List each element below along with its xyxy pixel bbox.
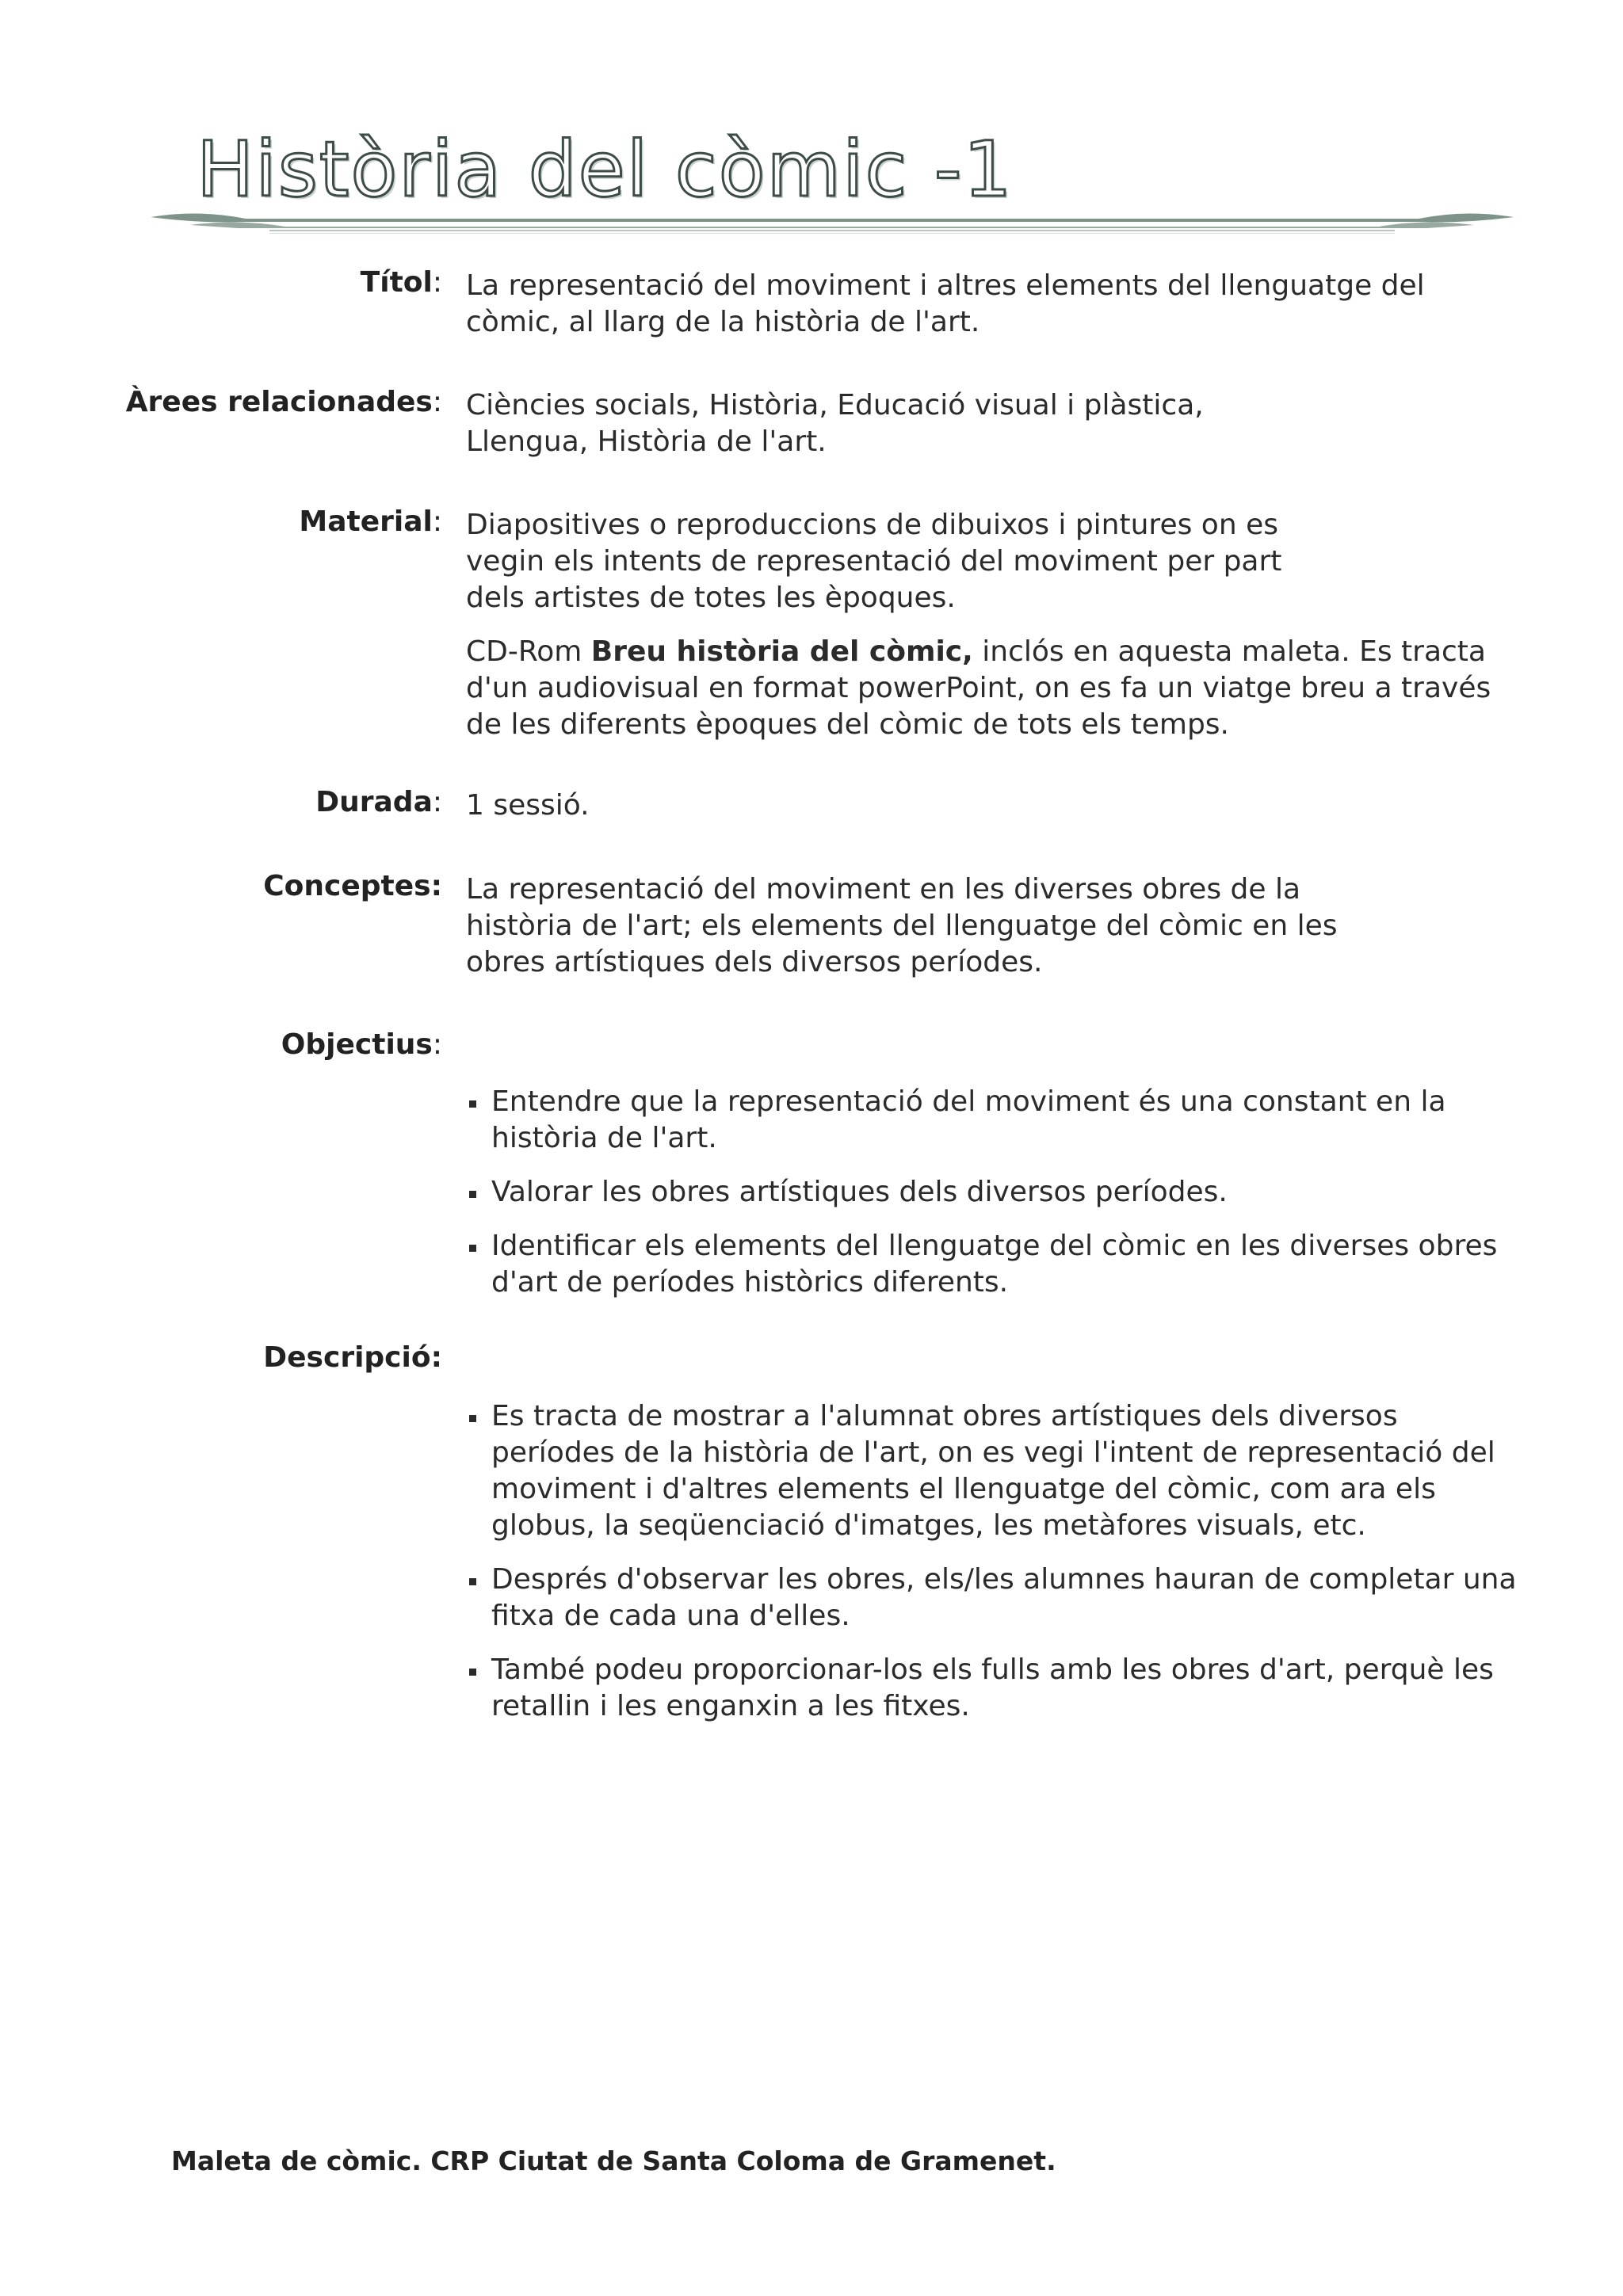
list-item: També podeu proporcionar-los els fulls amb les obres d'art, perquè les retallin i les enganxin a les fitxes. [466, 1652, 1520, 1725]
field-value: Ciències socials, Història, Educació visual i plàstica, Llengua, Història de l'art. [466, 389, 1204, 458]
field-label: Material: [299, 505, 442, 538]
descripcio-list [466, 1398, 1520, 1742]
list-item: Entendre que la representació del moviment és una constant en la història de l'art. [466, 1084, 1520, 1157]
field-value: La representació del moviment i altres elements del llenguatge del còmic, al llarg de la història de l'art. [466, 269, 1425, 338]
field-value-cdrom: CD-Rom Breu història del còmic, inclós en aquesta maleta. Es tracta d'un audiovisual en format powerPoint, on es fa un viatge breu a través de les diferents èpoques del còmic de tots els temps. [466, 635, 1491, 741]
field-value: La representació del moviment en les diverses obres de la història de l'art; els elements del llenguatge del còmic en les obres artístiques dels diversos períodes. [466, 873, 1338, 978]
field-value: Diapositives o reproduccions de dibuixos i pintures on es vegin els intents de representació del moviment per part dels artistes de totes les èpoques. [466, 509, 1282, 614]
field-label: Títol: [360, 266, 442, 299]
page-title: Història del còmic -1 [197, 125, 1014, 214]
objectius-list [466, 1084, 1520, 1318]
field-label: Descripció: [263, 1341, 442, 1374]
field-label: Àrees relacionades: [125, 386, 442, 418]
list-item: Es tracta de mostrar a l'alumnat obres artístiques dels diversos períodes de la història de l'art, on es vegi l'intent de representació del moviment i d'altres elements el llenguatge del còmic, com ara els globus, la seqüenciació d'imatges, les metàfores visuals, etc. [466, 1398, 1520, 1544]
list-item: Valorar les obres artístiques dels diversos períodes. [466, 1174, 1520, 1211]
decorative-title-rule [151, 208, 1514, 239]
field-label: Objectius: [281, 1028, 442, 1061]
list-item: Després d'observar les obres, els/les alumnes hauran de completar una fitxa de cada una d'elles. [466, 1562, 1520, 1634]
list-item: Identificar els elements del llenguatge del còmic en les diverses obres d'art de períodes històrics diferents. [466, 1228, 1520, 1301]
footer-credit: Maleta de còmic. CRP Ciutat de Santa Coloma de Gramenet. [171, 2145, 1056, 2176]
field-value: 1 sessió. [466, 789, 590, 822]
field-label: Conceptes: [263, 870, 442, 902]
field-label: Durada: [315, 786, 442, 818]
cdrom-title: Breu història del còmic, [590, 635, 973, 668]
